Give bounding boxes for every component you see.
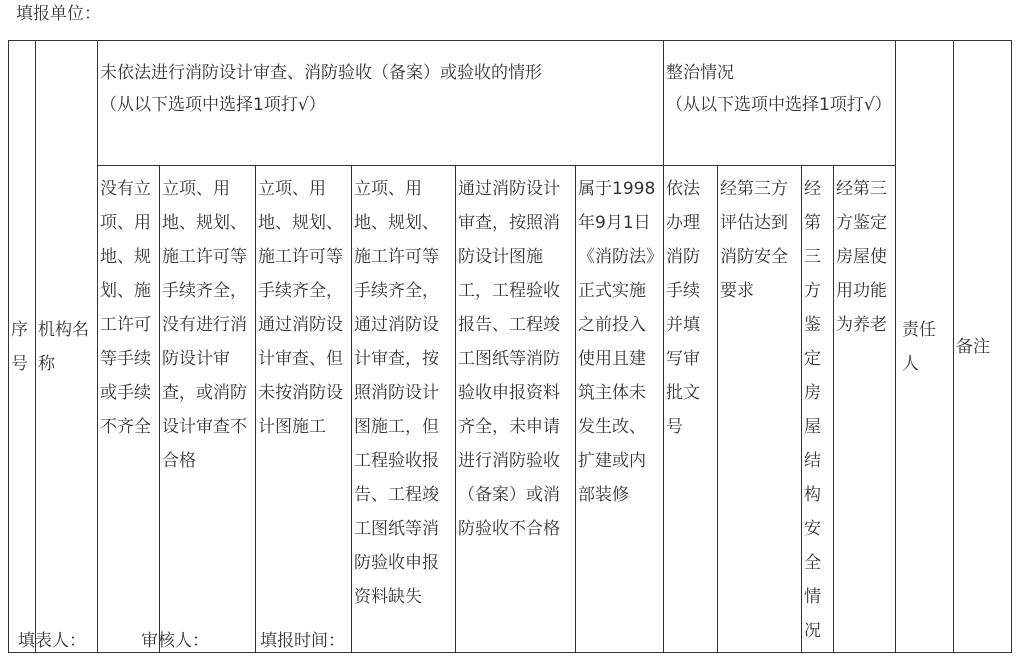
header-org-name: 机构名称: [36, 41, 98, 653]
option-fire-procedures-done: 依法办理消防手续并填写审批文号: [664, 166, 718, 653]
option-third-party-structure-appraisal: 经第三方鉴定房屋结构安全情况: [802, 166, 834, 653]
header-violation-group: 未依法进行消防设计审查、消防验收（备案）或验收的情形 （从以下选项中选择1项打√）: [98, 41, 664, 166]
header-rectification-group: 整治情况 （从以下选项中选择1项打√）: [664, 41, 896, 166]
filler-label: 填表人：: [18, 631, 86, 651]
reporting-unit-label: 填报单位：: [16, 4, 101, 24]
option-not-built-per-design: 立项、用地、规划、施工许可等手续齐全，通过消防设计审查、但未按消防设计图施工: [256, 166, 352, 653]
option-acceptance-docs-missing: 立项、用地、规划、施工许可等手续齐全，通过消防设计审查，按照消防设计图施工，但工程验收报告、工程竣工图纸等消防验收申报资料缺失: [352, 166, 456, 653]
header-seq-no: 序号: [9, 41, 36, 653]
header-responsible-person: 责任人: [896, 41, 954, 653]
option-third-party-function-appraisal: 经第三方鉴定房屋使用功能为养老: [834, 166, 896, 653]
option-no-permits: 没有立项、用地、规划、施工许可等手续或手续不齐全: [98, 166, 160, 653]
option-no-design-review: 立项、用地、规划、施工许可等手续齐全，没有进行消防设计审查，或消防设计审查不合格: [160, 166, 256, 653]
reviewer-label: 审核人：: [141, 631, 209, 651]
option-third-party-safety-assessment: 经第三方评估达到消防安全要求: [718, 166, 802, 653]
report-date-label: 填报时间：: [260, 631, 345, 651]
rectification-form-table: [8, 40, 1012, 653]
header-remarks: 备注: [954, 41, 1012, 653]
option-pre-1998-building: 属于1998年9月1日《消防法》正式实施之前投入使用且建筑主体未发生改、扩建或内部装修: [576, 166, 664, 653]
option-no-fire-acceptance: 通过消防设计审查，按照消防设计图施工，工程验收报告、工程竣工图纸等消防验收申报资料齐全，未申请进行消防验收（备案）或消防验收不合格: [456, 166, 576, 653]
